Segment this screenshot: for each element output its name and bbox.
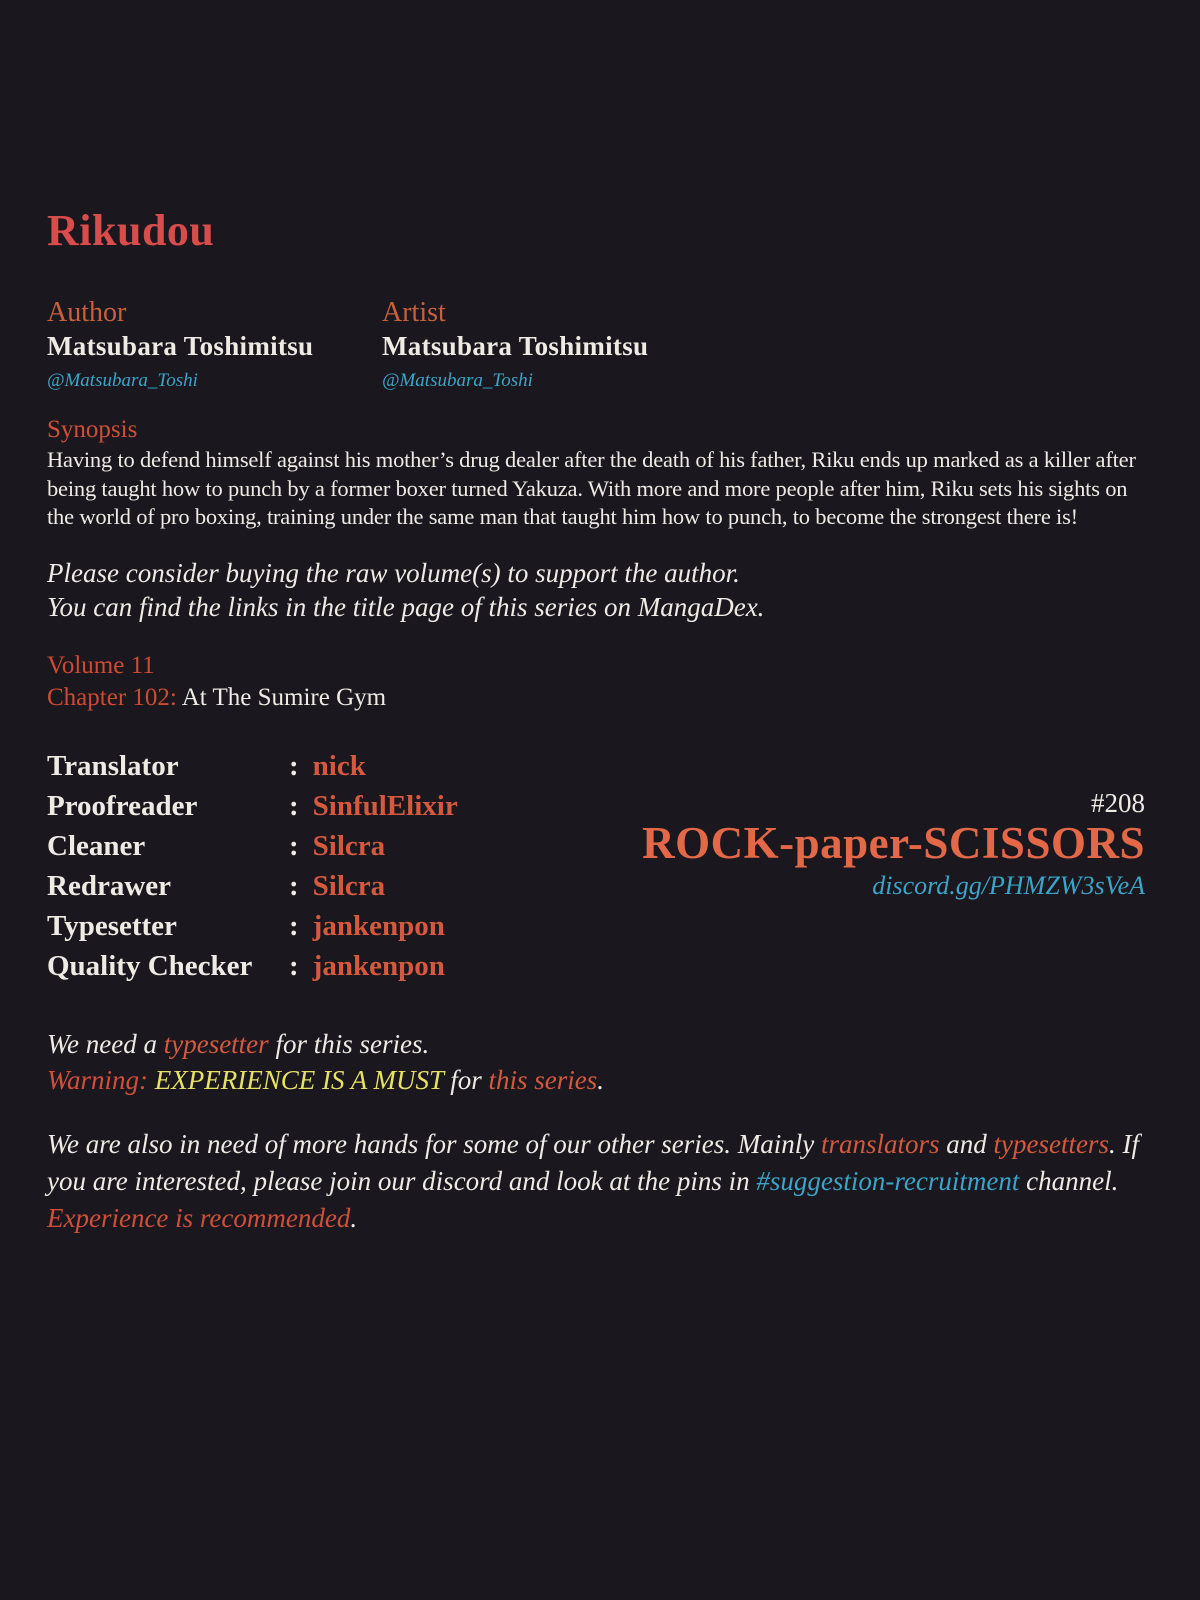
- credit-row-translator: [47, 746, 1145, 786]
- warning-emphasis: EXPERIENCE IS A MUST: [154, 1064, 444, 1095]
- paragraph-text: .: [350, 1202, 358, 1233]
- support-note-line-1: Please consider buying the raw volume(s) to support the author.: [47, 557, 740, 588]
- author-block: [47, 296, 382, 394]
- credit-staff-name: jankenpon: [312, 909, 445, 942]
- discord-channel-highlight: #suggestion-recruitment: [756, 1165, 1020, 1196]
- credit-colon: :: [289, 829, 299, 862]
- volume-label: Volume 11: [47, 651, 155, 679]
- credit-row-typesetter: [47, 906, 1145, 946]
- group-number: #208: [1091, 787, 1145, 818]
- artist-block: [382, 296, 717, 394]
- typesetters-highlight: typesetters: [993, 1128, 1109, 1159]
- artist-label: Artist: [382, 297, 446, 328]
- credit-staff-name: jankenpon: [312, 949, 445, 982]
- recruit-text: We need a: [47, 1028, 164, 1059]
- credit-role-label: Redrawer: [47, 869, 172, 902]
- paragraph-text: and: [939, 1128, 994, 1159]
- paragraph-text: channel.: [1019, 1165, 1119, 1196]
- artist-twitter-handle: @Matsubara_Toshi: [382, 370, 533, 391]
- credit-staff-name: Silcra: [312, 869, 386, 902]
- warning-series-highlight: this series: [488, 1064, 598, 1095]
- chapter-title: At The Sumire Gym: [176, 683, 387, 711]
- recruit-text: for this series.: [268, 1028, 430, 1059]
- author-artist-section: [47, 296, 1145, 394]
- chapter-number-label: Chapter 102:: [47, 683, 177, 711]
- credit-role-label: Typesetter: [47, 909, 177, 942]
- recruit-role-highlight: typesetter: [163, 1028, 269, 1059]
- artist-name: Matsubara Toshimitsu: [382, 331, 649, 361]
- paragraph-text: We are also in need of more hands for some of our other series. Mainly: [47, 1128, 821, 1159]
- recruit-line-2: [47, 1062, 1145, 1098]
- series-title: Rikudou: [47, 206, 215, 255]
- credit-staff-name: Silcra: [312, 829, 386, 862]
- credit-colon: :: [289, 949, 299, 982]
- recruitment-notice: [47, 1026, 1145, 1098]
- credit-colon: :: [289, 749, 299, 782]
- volume-chapter-block: [47, 650, 1145, 714]
- credit-role-label: Cleaner: [47, 829, 146, 862]
- credit-staff-name: nick: [312, 749, 366, 782]
- recruit-text: for: [443, 1064, 489, 1095]
- synopsis-text: Having to defend himself against his mother’s drug dealer after the death of his father, Riku ends up marked as a killer after being taught how to punch by a former boxer turned Yakuza. With more and more people after him, Riku sets his sights on the world of pro boxing, training under the same man that taught him how to punch, to become the strongest there is!: [47, 447, 1136, 529]
- credit-staff-name: SinfulElixir: [312, 789, 458, 822]
- support-note-line-2: You can find the links in the title page of this series on MangaDex.: [47, 591, 765, 622]
- credit-colon: :: [289, 909, 299, 942]
- credit-colon: :: [289, 869, 299, 902]
- scanlation-group-block: [642, 788, 1145, 901]
- credit-role-label: Proofreader: [47, 789, 198, 822]
- author-label: Author: [47, 297, 127, 328]
- group-discord-link: discord.gg/PHMZW3sVeA: [872, 870, 1145, 900]
- recruitment-paragraph: [47, 1126, 1145, 1237]
- translators-highlight: translators: [820, 1128, 940, 1159]
- group-name: ROCK-paper-SCISSORS: [642, 817, 1145, 868]
- warning-label: Warning:: [47, 1064, 149, 1095]
- recruit-line-1: [47, 1026, 1145, 1062]
- credit-role-label: Quality Checker: [47, 949, 253, 982]
- synopsis-heading: Synopsis: [47, 416, 138, 443]
- credit-colon: :: [289, 789, 299, 822]
- recruit-text: .: [597, 1064, 605, 1095]
- chapter-line: [47, 681, 1145, 714]
- recruit-text: [148, 1065, 155, 1095]
- paragraph-text: . If you are interested, please join our discord and look at the pins in: [47, 1128, 1139, 1196]
- experience-highlight: Experience is recommended: [47, 1202, 351, 1233]
- author-twitter-handle: @Matsubara_Toshi: [47, 370, 198, 391]
- credits-section: [47, 746, 1145, 986]
- author-name: Matsubara Toshimitsu: [47, 331, 314, 361]
- credit-row-quality-checker: [47, 946, 1145, 986]
- support-note: [47, 556, 1145, 624]
- credit-role-label: Translator: [47, 749, 179, 782]
